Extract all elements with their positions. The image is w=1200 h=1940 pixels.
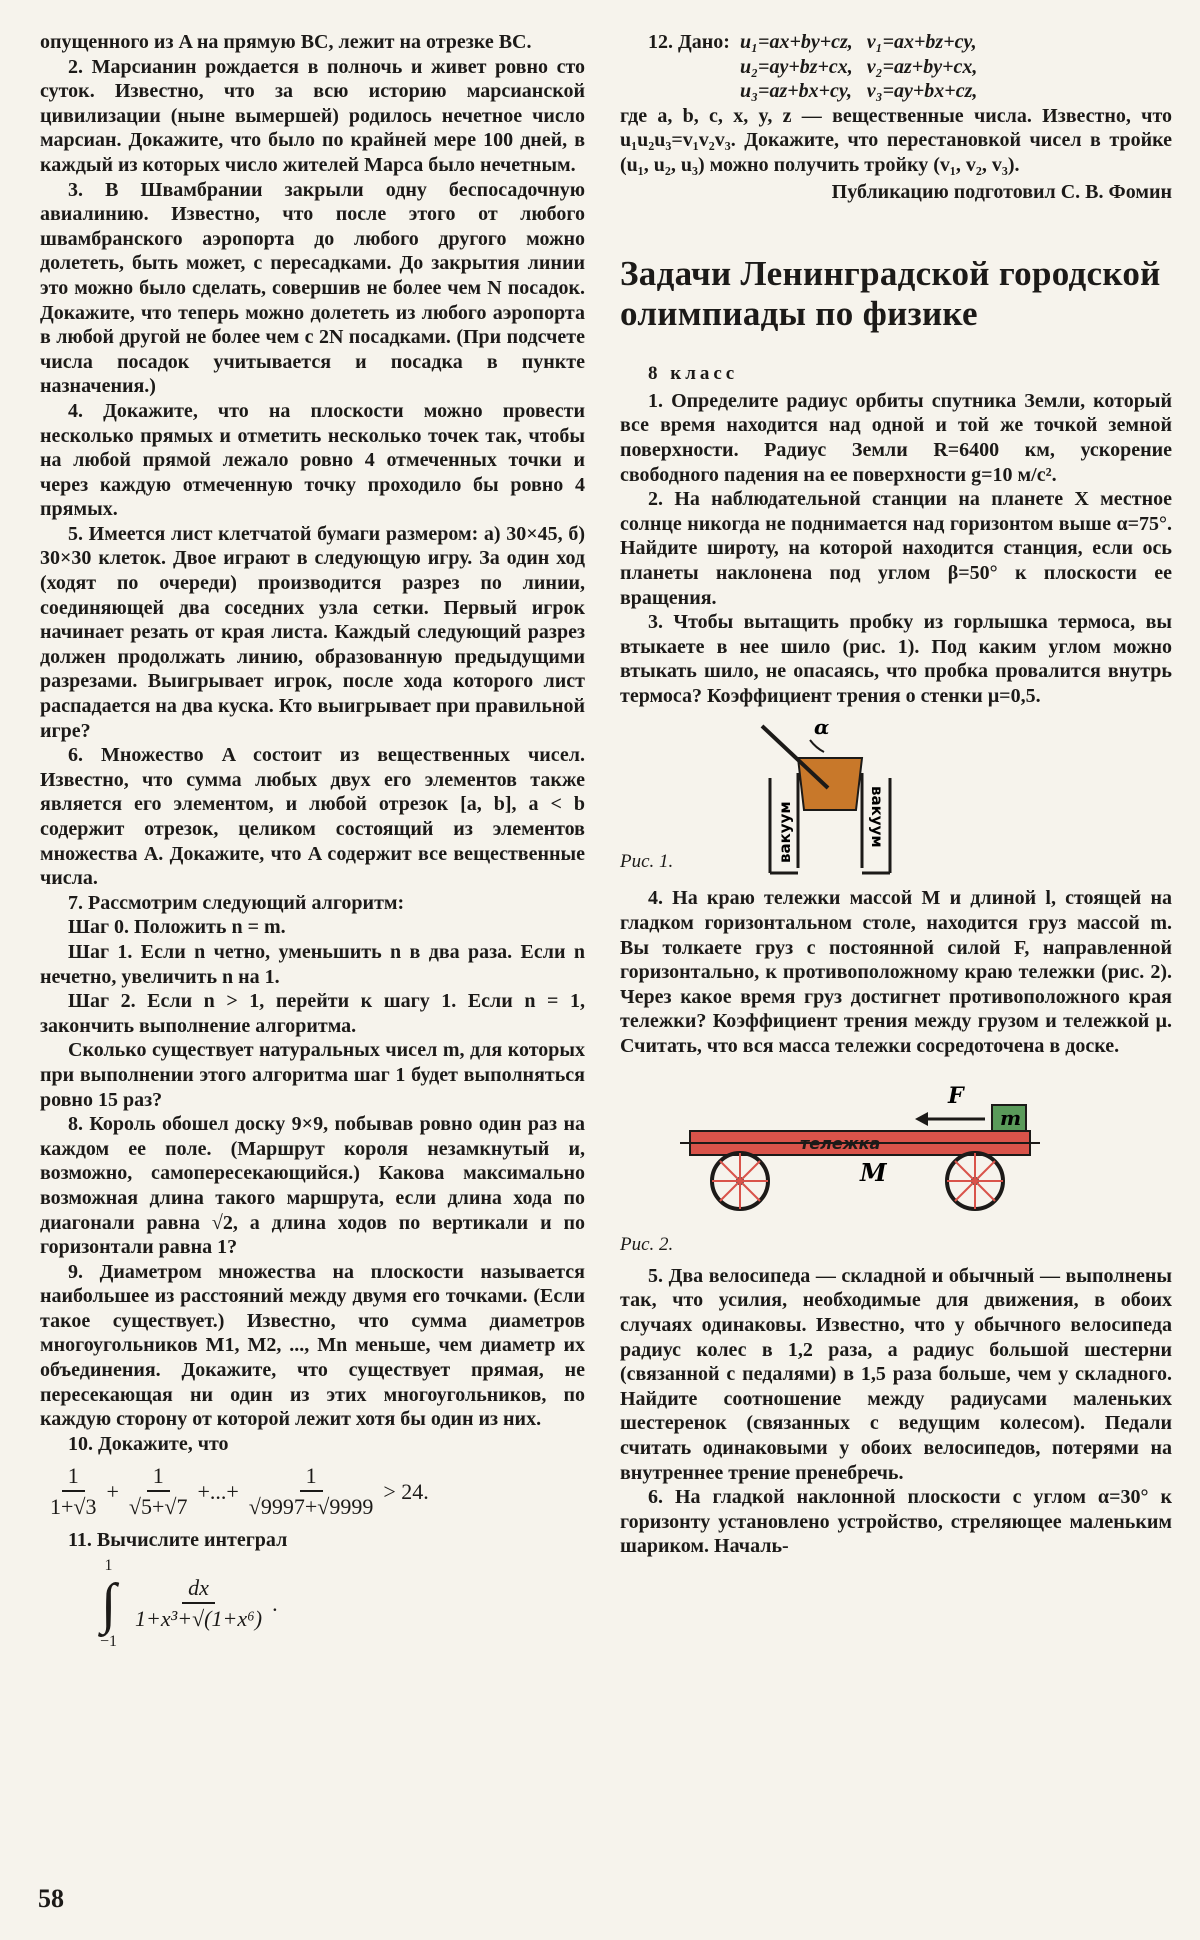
integral-period: . bbox=[272, 1590, 278, 1616]
ellipsis-terms: +...+ bbox=[197, 1479, 239, 1505]
fraction-3 bbox=[243, 1462, 380, 1522]
given-equations bbox=[740, 30, 977, 104]
problem-7: 7. Рассмотрим следующий алгоритм: bbox=[68, 891, 405, 914]
problem-1-tail: опущенного из A на прямую BC, лежит на отрезке BC. bbox=[40, 31, 532, 53]
problem-7-step-2: Шаг 2. Если n > 1, перейти к шагу 1. Если n = 1, закончить выполнение алгоритма. bbox=[40, 990, 585, 1037]
force-arrow-head bbox=[915, 1112, 928, 1126]
integrand bbox=[129, 1574, 268, 1634]
integral-sign bbox=[100, 1557, 117, 1651]
eq-u3: u₃=az+bx+cy, bbox=[739, 80, 853, 103]
right-column bbox=[620, 30, 1172, 1559]
fraction-2-numerator: 1 bbox=[147, 1462, 170, 1492]
problem-4: 4. Докажите, что на плоскости можно провести несколько прямых и отметить несколько точек так, чтобы на любой прямой лежало ровно 4 отмеченных точки и через каждую отмеченную точку проходило бы ровно 4 прямых. bbox=[40, 399, 585, 521]
problem-11: 11. Вычислите интеграл bbox=[68, 1529, 288, 1552]
eq-v3: v₃=ay+bx+cz, bbox=[866, 80, 978, 103]
physics-problem-2: 2. На наблюдательной станции на планете X местное солнце никогда не поднимается над горизонтом выше α=75°. Найдите широту, на которой находится станция, если ось планеты наклонена под углом β=50° к плоскости ее вращения. bbox=[620, 488, 1172, 609]
figure-2-caption: Рис. 2. bbox=[620, 1234, 674, 1256]
fraction-1-denominator: 1+√3 bbox=[50, 1494, 97, 1520]
section-title: Задачи Ленинградской городской олимпиады по физике bbox=[620, 254, 1161, 334]
figure-1-caption: Рис. 1. bbox=[620, 850, 674, 872]
inequality-rhs: > 24. bbox=[383, 1479, 429, 1505]
eq-v1: v₁=ax+bz+cy, bbox=[866, 31, 977, 53]
physics-problem-1: 1. Определите радиус орбиты спутника Земли, который все время находится над одной и той же точкой земной поверхности. Радиус Земли R=6400 км, ускорение свободного падения на ее поверхности g=10 м/с². bbox=[620, 389, 1172, 486]
problem-9: 9. Диаметром множества на плоскости называется наибольшее из расстояний между двумя его точками. (Если такое существует.) Известно, что сумма диаметров многоугольников M1, M2, ..., Mn меньше, чем диаметр их объединения. Докажите, что существует прямая, не пересекающая ни один из этих многоугольников, по каждую сторону от которой лежит хотя бы один из них. bbox=[40, 1260, 585, 1431]
integral-upper-limit: 1 bbox=[104, 1557, 113, 1575]
physics-problem-5: 5. Два велосипеда — складной и обычный — выполнены так, что усилия, необходимые для движения, в обоих случаях одинаковы. Известно, что у обычного велосипеда радиус колес в 1,2 раза, а радиус большой шестерни (связанной с педалями) в 1,5 раза больше, чем у складного. Найдите соотношение между радиусами маленьких шестеренок (связанных с ведущим колесом). Педали считать одинаковыми у обоих велосипедов, потерями на внутреннее трение пренебречь. bbox=[620, 1264, 1172, 1484]
figure-2 bbox=[670, 1081, 1172, 1228]
fraction-1 bbox=[44, 1462, 102, 1522]
problem-12-given bbox=[648, 30, 1172, 104]
grade-heading: 8 класс bbox=[648, 363, 739, 385]
physics-problem-6: 6. На гладкой наклонной плоскости с углом α=30° к горизонту установлено устройство, стреляющее маленьким шариком. Началь- bbox=[620, 1486, 1172, 1558]
integrand-numerator: dx bbox=[182, 1574, 215, 1604]
eq-v2: v₂=az+by+cx, bbox=[866, 55, 978, 78]
problem-7-question: Сколько существует натуральных чисел m, для которых при выполнении этого алгоритма шаг 1 будет выполняться ровно 15 раз? bbox=[40, 1039, 585, 1111]
cork-shape bbox=[798, 758, 862, 810]
problem-2: 2. Марсианин рождается в полночь и живет ровно сто суток. Известно, что за всю историю марсианской цивилизации (ныне вымершей) родилось нечетное число марсиан. Докажите, что было по крайней мере 100 дней, в каждый из которых число жителей Марса было нечетным. bbox=[40, 55, 585, 176]
physics-problem-3: 3. Чтобы вытащить пробку из горлышка термоса, вы втыкаете в нее шило (рис. 1). Под каким углом можно втыкать шило, не опасаясь, что пробка провалится внутрь термоса? Коэффициент трения о стенки μ=0,5. bbox=[620, 611, 1172, 707]
problem-10: 10. Докажите, что bbox=[68, 1432, 229, 1455]
problem-12-text: где a, b, c, x, y, z — вещественные числа. Известно, что u₁u₂u₃=v₁v₂v₃. Докажите, что перестановкой чисел в тройке (u₁, u₂, u₃) можно получить тройку (v₁, v₂, v₃). bbox=[620, 104, 1172, 176]
integral-symbol: ∫ bbox=[100, 1573, 117, 1636]
mass-m-label: m bbox=[1000, 1105, 1022, 1130]
page-number: 58 bbox=[38, 1884, 64, 1913]
vacuum-label-right: вакуум bbox=[868, 786, 886, 849]
eq-u1: u₁=ax+by+cz, bbox=[739, 31, 853, 53]
problem-12-label: 12. Дано: bbox=[648, 31, 730, 53]
fraction-2 bbox=[123, 1462, 194, 1522]
publication-credit: Публикацию подготовил С. В. Фомин bbox=[831, 180, 1172, 203]
cart-label: тележка bbox=[800, 1133, 881, 1153]
left-column bbox=[40, 30, 585, 1651]
plus-sign: + bbox=[106, 1479, 119, 1505]
vacuum-label-left: вакуум bbox=[776, 801, 794, 864]
integrand-denominator: 1+x³+√(1+x⁶) bbox=[135, 1606, 263, 1632]
thermos-diagram bbox=[750, 718, 910, 878]
fraction-3-denominator: √9997+√9999 bbox=[248, 1494, 374, 1520]
angle-label: α bbox=[814, 718, 830, 740]
angle-arc bbox=[810, 740, 824, 752]
fraction-1-numerator: 1 bbox=[62, 1462, 85, 1492]
cart-diagram bbox=[670, 1081, 1050, 1221]
fraction-2-denominator: √5+√7 bbox=[128, 1494, 188, 1520]
integral-lower-limit: −1 bbox=[100, 1633, 118, 1651]
problem-5: 5. Имеется лист клетчатой бумаги размером: а) 30×45, б) 30×30 клеток. Двое играют в следующую игру. За один ход (ходят по очереди) производится разрез по линии, соединяющей два соседних узла сетки. Первый игрок начинает резать от края листа. Каждый следующий разрез должен продолжать линию, образованную предыдущими разрезами. Выигрывает игрок, после хода которого лист распадается на два куска. Кто выигрывает при правильной игре? bbox=[40, 522, 585, 742]
fraction-3-numerator: 1 bbox=[300, 1462, 323, 1492]
problem-7-step-1: Шаг 1. Если n четно, уменьшить n в два раза. Если n нечетно, увеличить n на 1. bbox=[40, 940, 585, 988]
problem-7-step-0: Шаг 0. Положить n = m. bbox=[68, 916, 286, 939]
problem-6: 6. Множество A состоит из вещественных чисел. Известно, что сумма любых двух его элементов также является его элементом, и любой отрезок [a, b], a < b содержит отрезок, целиком состоящий из элементов множества A. Докажите, что A содержит все вещественные числа. bbox=[40, 744, 585, 890]
physics-problem-4: 4. На краю тележки массой M и длиной l, стоящей на гладком горизонтальном столе, находится груз массой m. Вы толкаете груз с постоянной силой F, направленной горизонтально, к противоположному краю тележки (рис. 2). Через какое время груз достигнет противоположного края тележки? Коэффициент трения между грузом и тележкой μ. Считать, что вся масса тележки сосредоточена в доске. bbox=[620, 887, 1172, 1058]
mass-M-label: M bbox=[860, 1157, 887, 1187]
eq-u2: u₂=ay+bz+cx, bbox=[739, 55, 853, 78]
problem-10-formula bbox=[40, 1462, 585, 1522]
figure-1 bbox=[620, 718, 1172, 878]
problem-11-integral bbox=[100, 1557, 585, 1651]
problem-8: 8. Король обошел доску 9×9, побывав ровно один раз на каждом ее поле. (Маршрут короля незамкнутый и, возможно, самопересекающийся.) Какова максимально возможная длина такого маршрута, если длина хода по диагонали равна √2, а длина ходов по вертикали и по горизонтали равна 1? bbox=[40, 1113, 585, 1259]
force-label: F bbox=[948, 1082, 964, 1109]
problem-3: 3. В Швамбрании закрыли одну беспосадочную авиалинию. Известно, что после этого от любого швамбранского аэропорта до любого другого можно долететь, быть может, с пересадками. До закрытия линии это можно было сделать, совершив не более чем N посадок. Докажите, что теперь можно долететь из любого аэропорта в любой другой не более чем с 2N посадками. (При подсчете числа посадок учитывается и посадка в пункте назначения.) bbox=[40, 178, 585, 398]
